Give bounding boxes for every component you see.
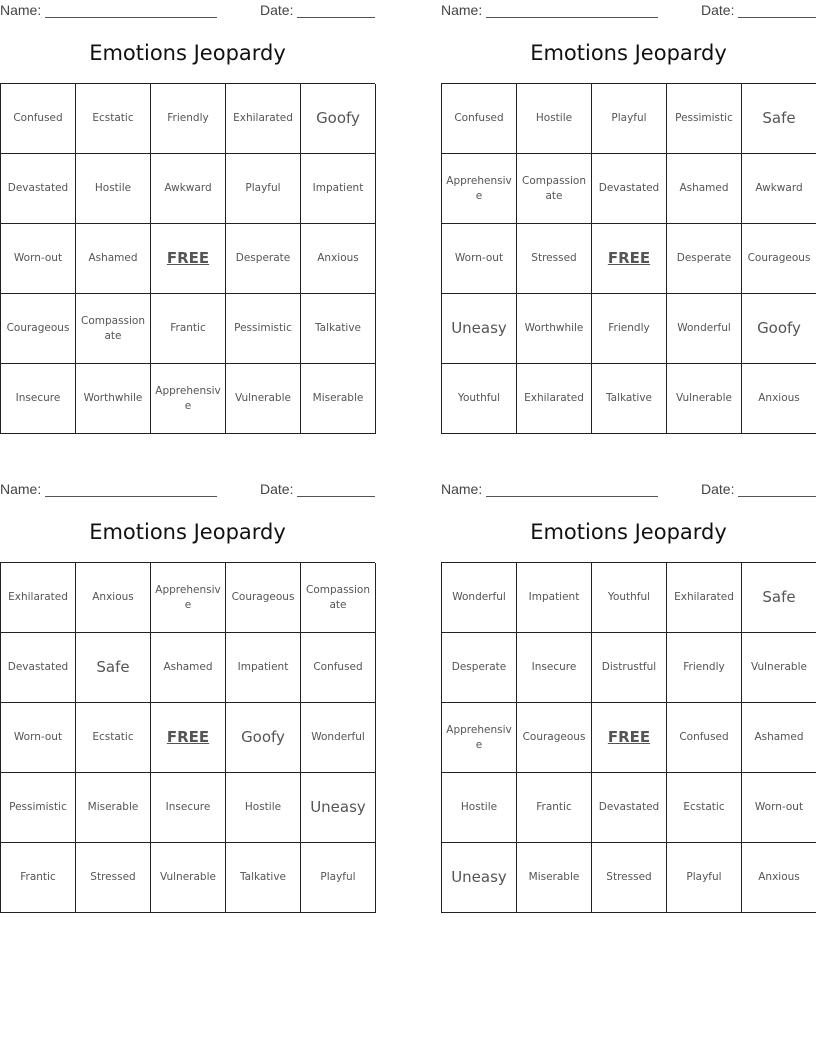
name-label: Name: — [0, 2, 42, 18]
bingo-cell: Pessimistic — [667, 84, 742, 154]
date-blank — [738, 17, 816, 18]
bingo-cell: Exhilarated — [517, 364, 592, 434]
bingo-cell: Desperate — [226, 224, 301, 294]
date-blank — [297, 17, 375, 18]
bingo-cell: Anxious — [301, 224, 376, 294]
free-space-cell: FREE — [151, 703, 226, 773]
bingo-cell: Apprehensive — [151, 563, 226, 633]
bingo-cell: Hostile — [442, 773, 517, 843]
bingo-cell: Ecstatic — [76, 703, 151, 773]
bingo-cell: Talkative — [226, 843, 301, 913]
bingo-cell: Worn-out — [742, 773, 816, 843]
name-blank — [45, 17, 217, 18]
bingo-cell: Stressed — [592, 843, 667, 913]
date-label: Date: — [701, 2, 735, 18]
bingo-cell: Miserable — [517, 843, 592, 913]
bingo-cell: Friendly — [592, 294, 667, 364]
bingo-cell: Worn-out — [1, 703, 76, 773]
free-space-cell: FREE — [592, 224, 667, 294]
card-title: Emotions Jeopardy — [89, 520, 286, 544]
bingo-cell: Hostile — [76, 154, 151, 224]
bingo-cell: Safe — [76, 633, 151, 703]
bingo-cell: Compassionate — [517, 154, 592, 224]
bingo-grid — [0, 562, 375, 913]
date-label: Date: — [260, 2, 294, 18]
date-label: Date: — [260, 481, 294, 497]
free-space-cell: FREE — [151, 224, 226, 294]
bingo-cell: Goofy — [226, 703, 301, 773]
name-label: Name: — [441, 2, 483, 18]
bingo-cell: Safe — [742, 563, 816, 633]
bingo-grid — [441, 562, 816, 913]
bingo-grid — [441, 83, 816, 434]
bingo-cell: Worthwhile — [517, 294, 592, 364]
bingo-cell: Compassionate — [76, 294, 151, 364]
bingo-cell: Stressed — [517, 224, 592, 294]
bingo-cell: Distrustful — [592, 633, 667, 703]
card-title: Emotions Jeopardy — [530, 520, 727, 544]
bingo-cell: Anxious — [742, 843, 816, 913]
bingo-cell: Desperate — [667, 224, 742, 294]
bingo-cell: Ecstatic — [667, 773, 742, 843]
bingo-cell: Devastated — [1, 154, 76, 224]
bingo-cell: Stressed — [76, 843, 151, 913]
bingo-cell: Confused — [301, 633, 376, 703]
bingo-cell: Frantic — [1, 843, 76, 913]
bingo-cell: Devastated — [592, 154, 667, 224]
bingo-cell: Frantic — [151, 294, 226, 364]
bingo-cell: Worthwhile — [76, 364, 151, 434]
name-blank — [486, 496, 658, 497]
bingo-cell: Vulnerable — [667, 364, 742, 434]
date-blank — [738, 496, 816, 497]
bingo-cell: Safe — [742, 84, 816, 154]
bingo-cell: Playful — [226, 154, 301, 224]
bingo-cell: Youthful — [442, 364, 517, 434]
bingo-cell: Worn-out — [1, 224, 76, 294]
bingo-cell: Anxious — [76, 563, 151, 633]
card-title: Emotions Jeopardy — [89, 41, 286, 65]
bingo-cell: Playful — [667, 843, 742, 913]
bingo-cell: Impatient — [226, 633, 301, 703]
bingo-cell: Compassionate — [301, 563, 376, 633]
bingo-cell: Insecure — [1, 364, 76, 434]
bingo-cell: Courageous — [1, 294, 76, 364]
card-header — [0, 481, 375, 499]
bingo-cell: Uneasy — [442, 294, 517, 364]
bingo-cell: Courageous — [517, 703, 592, 773]
bingo-cell: Apprehensive — [151, 364, 226, 434]
bingo-cell: Uneasy — [301, 773, 376, 843]
bingo-cell: Awkward — [151, 154, 226, 224]
bingo-cell: Wonderful — [301, 703, 376, 773]
bingo-cell: Exhilarated — [226, 84, 301, 154]
bingo-cell: Impatient — [517, 563, 592, 633]
bingo-cell: Anxious — [742, 364, 816, 434]
card-header — [441, 2, 816, 20]
bingo-cell: Confused — [1, 84, 76, 154]
bingo-cell: Apprehensive — [442, 154, 517, 224]
bingo-cell: Awkward — [742, 154, 816, 224]
bingo-cell: Wonderful — [667, 294, 742, 364]
bingo-cell: Devastated — [1, 633, 76, 703]
name-blank — [486, 17, 658, 18]
bingo-cell: Exhilarated — [1, 563, 76, 633]
bingo-cell: Ecstatic — [76, 84, 151, 154]
bingo-cell: Friendly — [667, 633, 742, 703]
bingo-cell: Talkative — [592, 364, 667, 434]
bingo-cell: Talkative — [301, 294, 376, 364]
bingo-cell: Pessimistic — [226, 294, 301, 364]
bingo-cell: Vulnerable — [742, 633, 816, 703]
bingo-cell: Miserable — [76, 773, 151, 843]
bingo-cell: Pessimistic — [1, 773, 76, 843]
bingo-cell: Miserable — [301, 364, 376, 434]
bingo-cell: Insecure — [517, 633, 592, 703]
bingo-cell: Vulnerable — [226, 364, 301, 434]
bingo-cell: Hostile — [517, 84, 592, 154]
date-blank — [297, 496, 375, 497]
bingo-cell: Impatient — [301, 154, 376, 224]
bingo-cell: Playful — [592, 84, 667, 154]
bingo-cell: Devastated — [592, 773, 667, 843]
bingo-cell: Frantic — [517, 773, 592, 843]
bingo-cell: Worn-out — [442, 224, 517, 294]
bingo-cell: Ashamed — [742, 703, 816, 773]
card-header — [441, 481, 816, 499]
bingo-cell: Insecure — [151, 773, 226, 843]
free-space-cell: FREE — [592, 703, 667, 773]
bingo-cell: Playful — [301, 843, 376, 913]
bingo-cell: Youthful — [592, 563, 667, 633]
bingo-cell: Ashamed — [667, 154, 742, 224]
bingo-grid — [0, 83, 375, 434]
bingo-cell: Friendly — [151, 84, 226, 154]
bingo-cell: Confused — [442, 84, 517, 154]
name-blank — [45, 496, 217, 497]
bingo-cell: Ashamed — [76, 224, 151, 294]
bingo-cell: Ashamed — [151, 633, 226, 703]
bingo-cell: Apprehensive — [442, 703, 517, 773]
card-header — [0, 2, 375, 20]
name-label: Name: — [441, 481, 483, 497]
bingo-cell: Hostile — [226, 773, 301, 843]
bingo-cell: Desperate — [442, 633, 517, 703]
bingo-cell: Courageous — [226, 563, 301, 633]
bingo-cell: Confused — [667, 703, 742, 773]
bingo-cell: Wonderful — [442, 563, 517, 633]
bingo-cell: Uneasy — [442, 843, 517, 913]
date-label: Date: — [701, 481, 735, 497]
bingo-cell: Courageous — [742, 224, 816, 294]
bingo-cell: Exhilarated — [667, 563, 742, 633]
bingo-cell: Vulnerable — [151, 843, 226, 913]
bingo-cell: Goofy — [301, 84, 376, 154]
name-label: Name: — [0, 481, 42, 497]
bingo-cell: Goofy — [742, 294, 816, 364]
card-title: Emotions Jeopardy — [530, 41, 727, 65]
